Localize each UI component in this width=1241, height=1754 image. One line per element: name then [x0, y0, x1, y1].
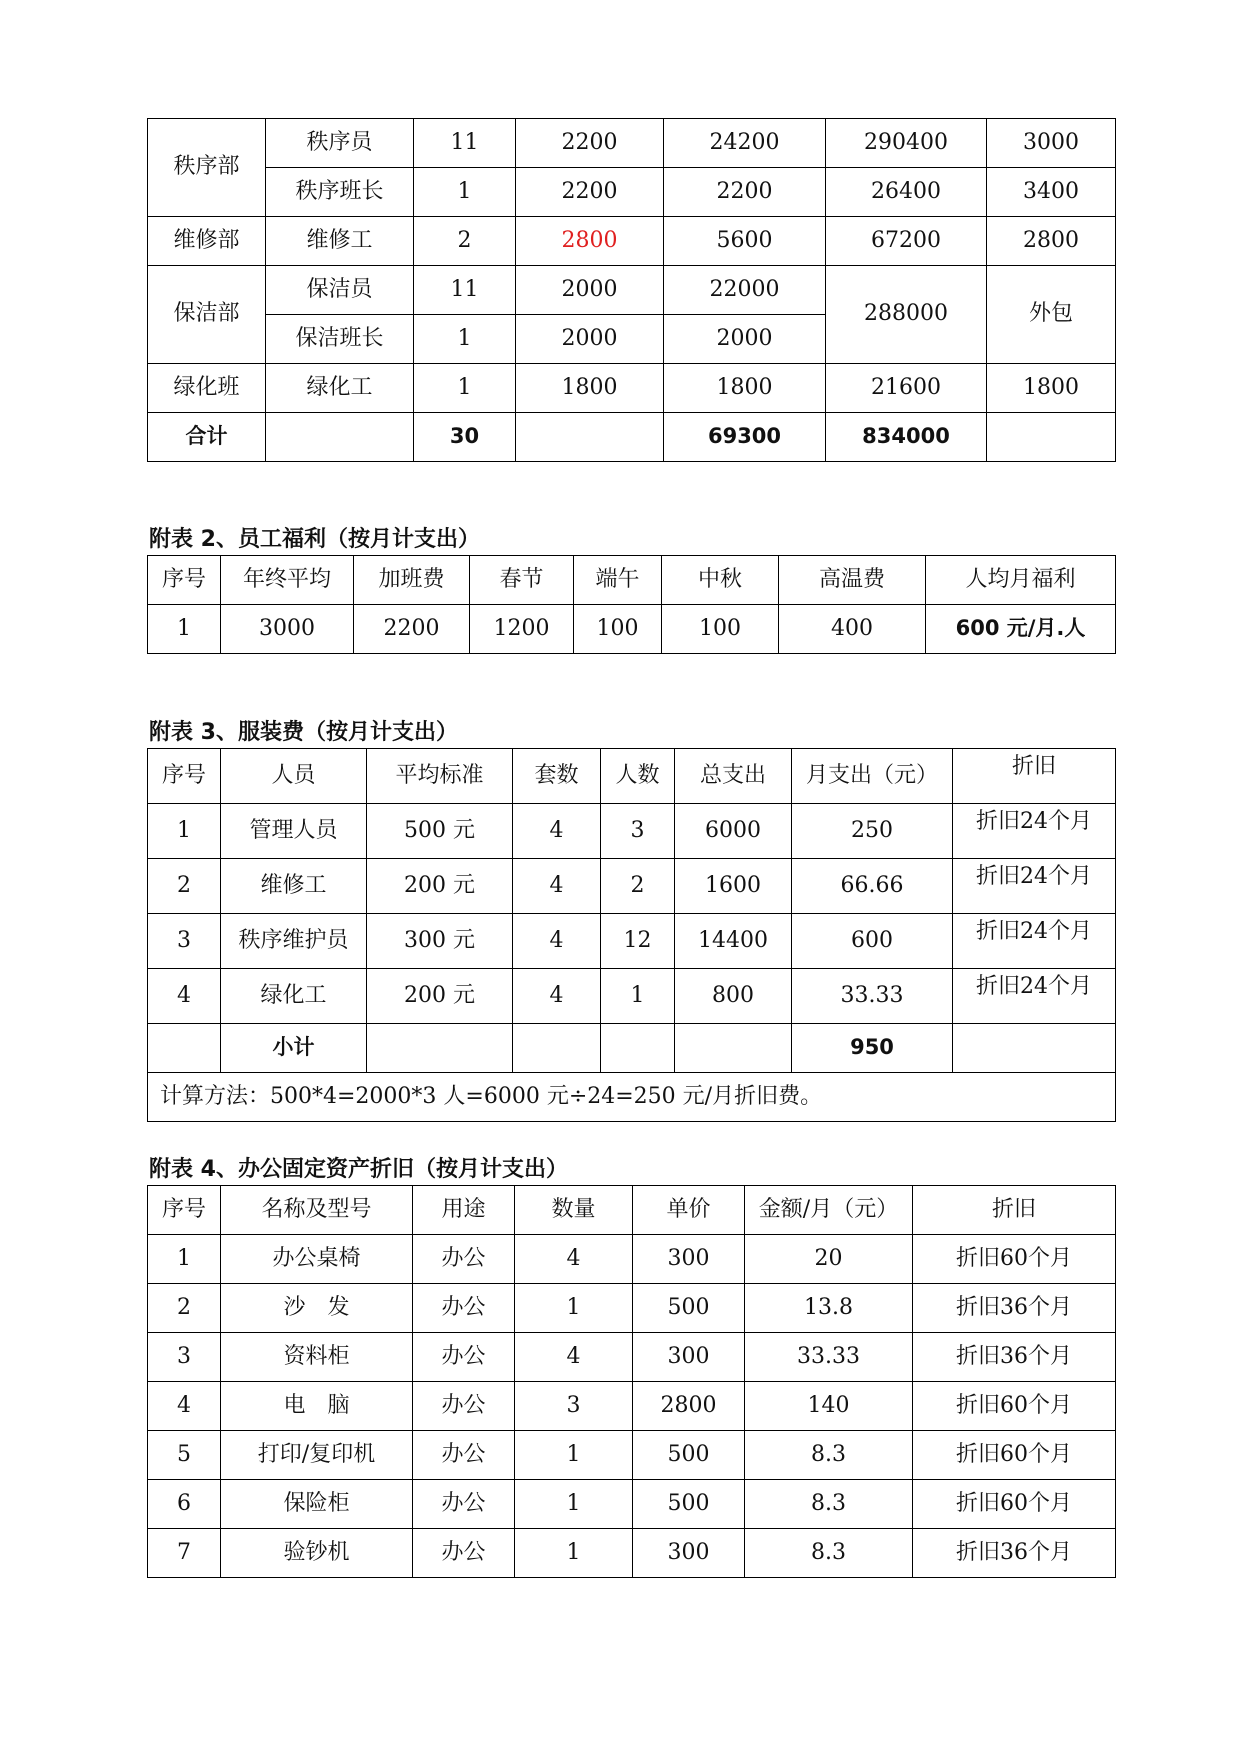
- table-cell: [148, 1024, 221, 1073]
- table-cell: 秩序班长: [266, 168, 414, 217]
- table-cell: 6: [148, 1480, 221, 1529]
- table-cell: 沙 发: [221, 1284, 413, 1333]
- table-cell: 300: [633, 1235, 745, 1284]
- total-row: [148, 413, 1116, 462]
- table-cell: 4: [515, 1235, 633, 1284]
- table-row: [148, 914, 1116, 969]
- table-cell: 14400: [675, 914, 792, 969]
- table-row: [148, 1431, 1116, 1480]
- table-cell: 1600: [675, 859, 792, 914]
- table-cell: 1: [414, 364, 516, 413]
- table-cell: 3000: [987, 119, 1116, 168]
- table-cell: 办公: [413, 1382, 515, 1431]
- table-cell: 秩序维护员: [221, 914, 367, 969]
- table-cell: 4: [513, 859, 601, 914]
- column-header: 序号: [148, 556, 221, 605]
- table-cell: [516, 413, 664, 462]
- calculation-note: 计算方法：500*4=2000*3 人=6000 元÷24=250 元/月折旧费。: [148, 1073, 1116, 1122]
- column-header: 金额/月（元）: [745, 1186, 913, 1235]
- table-cell: 1800: [664, 364, 826, 413]
- highlighted-cell: 2800: [516, 217, 664, 266]
- table-cell: 2: [148, 859, 221, 914]
- table-cell: 11: [414, 266, 516, 315]
- table-cell: 6000: [675, 804, 792, 859]
- table-row: [148, 266, 1116, 315]
- table-cell: 5: [148, 1431, 221, 1480]
- staff-salary-table: [147, 118, 1116, 462]
- table-cell: 维修部: [148, 217, 266, 266]
- table-cell: 绿化班: [148, 364, 266, 413]
- table-cell: 20: [745, 1235, 913, 1284]
- column-header: 中秋: [662, 556, 779, 605]
- table-cell: 33.33: [745, 1333, 913, 1382]
- total-label: 合计: [148, 413, 266, 462]
- column-header: 月支出（元）: [792, 749, 953, 804]
- column-header: 端午: [574, 556, 662, 605]
- table-cell: 办公: [413, 1529, 515, 1578]
- table-cell: 300: [633, 1529, 745, 1578]
- table-row: [148, 804, 1116, 859]
- table-cell: 1200: [470, 605, 574, 654]
- table-cell: 绿化工: [266, 364, 414, 413]
- table-cell: 2: [148, 1284, 221, 1333]
- table-cell: 600: [792, 914, 953, 969]
- column-header: 数量: [515, 1186, 633, 1235]
- table-cell: 办公: [413, 1431, 515, 1480]
- total-year: 834000: [826, 413, 987, 462]
- table-cell: 5600: [664, 217, 826, 266]
- table-cell: 绿化工: [221, 969, 367, 1024]
- table-cell: 保洁班长: [266, 315, 414, 364]
- table-cell: 500: [633, 1284, 745, 1333]
- column-header: 人均月福利: [926, 556, 1116, 605]
- table-cell: 1: [515, 1480, 633, 1529]
- welfare-per-person: 600 元/月.人: [926, 605, 1116, 654]
- table-cell: 11: [414, 119, 516, 168]
- table-cell: 1: [148, 1235, 221, 1284]
- table-cell: 1: [515, 1529, 633, 1578]
- table-cell: 秩序员: [266, 119, 414, 168]
- table-cell: 维修工: [221, 859, 367, 914]
- table-row: [148, 1284, 1116, 1333]
- subtotal-row: [148, 1024, 1116, 1073]
- table-cell: 1: [601, 969, 675, 1024]
- table-cell: 折旧24个月: [953, 804, 1116, 859]
- table-cell: 管理人员: [221, 804, 367, 859]
- table-cell: 1: [515, 1284, 633, 1333]
- table-cell: 折旧60个月: [913, 1382, 1116, 1431]
- table-cell: 折旧36个月: [913, 1284, 1116, 1333]
- table-cell: 4: [148, 1382, 221, 1431]
- table-cell: 2: [414, 217, 516, 266]
- table-cell: 2000: [664, 315, 826, 364]
- table-cell: 290400: [826, 119, 987, 168]
- table-cell: 办公: [413, 1235, 515, 1284]
- table-cell: 验钞机: [221, 1529, 413, 1578]
- table-cell: 电 脑: [221, 1382, 413, 1431]
- table-cell: 21600: [826, 364, 987, 413]
- table-cell: 500 元: [367, 804, 513, 859]
- column-header: 折旧: [953, 749, 1116, 804]
- table-cell: 200 元: [367, 859, 513, 914]
- table-cell: 1: [414, 315, 516, 364]
- table-cell: 3: [601, 804, 675, 859]
- table-cell: 3000: [221, 605, 354, 654]
- table-cell: 8.3: [745, 1480, 913, 1529]
- table-cell: 保洁部: [148, 266, 266, 364]
- table-cell: 2800: [987, 217, 1116, 266]
- table-cell: 1: [148, 605, 221, 654]
- table-cell: 7: [148, 1529, 221, 1578]
- asset-depreciation-table: [147, 1185, 1116, 1578]
- table-cell: 13.8: [745, 1284, 913, 1333]
- table-cell: 4: [513, 804, 601, 859]
- column-header: 单价: [633, 1186, 745, 1235]
- table-cell: [987, 413, 1116, 462]
- table-cell: 折旧24个月: [953, 914, 1116, 969]
- table-cell: [367, 1024, 513, 1073]
- table-cell: 办公: [413, 1284, 515, 1333]
- table-cell: 资料柜: [221, 1333, 413, 1382]
- table-cell: 140: [745, 1382, 913, 1431]
- table-cell: 1800: [516, 364, 664, 413]
- subtotal-label: 小计: [221, 1024, 367, 1073]
- column-header: 年终平均: [221, 556, 354, 605]
- uniform-cost-table: [147, 748, 1116, 1122]
- table-4-caption: 附表 4、办公固定资产折旧（按月计支出）: [149, 1157, 568, 1182]
- header-row: [148, 749, 1116, 804]
- table-cell: 2200: [516, 168, 664, 217]
- table-row: [148, 1382, 1116, 1431]
- column-header: 平均标准: [367, 749, 513, 804]
- column-header: 人数: [601, 749, 675, 804]
- table-2-caption: 附表 2、员工福利（按月计支出）: [149, 527, 480, 552]
- table-3-caption: 附表 3、服装费（按月计支出）: [149, 720, 458, 745]
- table-cell: 800: [675, 969, 792, 1024]
- table-cell: 4: [148, 969, 221, 1024]
- column-header: 用途: [413, 1186, 515, 1235]
- table-cell: 折旧60个月: [913, 1480, 1116, 1529]
- table-cell: 保险柜: [221, 1480, 413, 1529]
- table-cell: 办公: [413, 1333, 515, 1382]
- table-cell: 100: [574, 605, 662, 654]
- table-cell: 500: [633, 1431, 745, 1480]
- table-row: [148, 119, 1116, 168]
- table-cell: 2200: [516, 119, 664, 168]
- column-header: 序号: [148, 749, 221, 804]
- table-cell: 300 元: [367, 914, 513, 969]
- table-cell: 折旧60个月: [913, 1235, 1116, 1284]
- table-cell: 外包: [987, 266, 1116, 364]
- table-cell: 24200: [664, 119, 826, 168]
- table-row: [148, 1333, 1116, 1382]
- total-count: 30: [414, 413, 516, 462]
- table-cell: 250: [792, 804, 953, 859]
- table-row: [148, 969, 1116, 1024]
- column-header: 序号: [148, 1186, 221, 1235]
- table-cell: 400: [779, 605, 926, 654]
- table-row: [148, 1480, 1116, 1529]
- table-cell: [266, 413, 414, 462]
- table-cell: 33.33: [792, 969, 953, 1024]
- table-cell: 维修工: [266, 217, 414, 266]
- table-cell: 22000: [664, 266, 826, 315]
- table-cell: 折旧24个月: [953, 969, 1116, 1024]
- table-cell: 折旧24个月: [953, 859, 1116, 914]
- table-cell: 8.3: [745, 1431, 913, 1480]
- table-row: [148, 364, 1116, 413]
- table-cell: 300: [633, 1333, 745, 1382]
- table-cell: 288000: [826, 266, 987, 364]
- note-row: [148, 1073, 1116, 1122]
- column-header: 高温费: [779, 556, 926, 605]
- column-header: 套数: [513, 749, 601, 804]
- table-cell: [953, 1024, 1116, 1073]
- table-cell: 折旧36个月: [913, 1529, 1116, 1578]
- table-cell: 200 元: [367, 969, 513, 1024]
- table-cell: 秩序部: [148, 119, 266, 217]
- table-row: [148, 605, 1116, 654]
- table-cell: 26400: [826, 168, 987, 217]
- subtotal-value: 950: [792, 1024, 953, 1073]
- table-cell: 100: [662, 605, 779, 654]
- table-cell: 2: [601, 859, 675, 914]
- header-row: [148, 556, 1116, 605]
- total-month: 69300: [664, 413, 826, 462]
- table-cell: 3: [515, 1382, 633, 1431]
- table-cell: 2200: [664, 168, 826, 217]
- table-row: [148, 1235, 1116, 1284]
- column-header: 春节: [470, 556, 574, 605]
- table-cell: 67200: [826, 217, 987, 266]
- table-cell: 12: [601, 914, 675, 969]
- table-cell: 2000: [516, 266, 664, 315]
- table-cell: 折旧36个月: [913, 1333, 1116, 1382]
- table-cell: 办公: [413, 1480, 515, 1529]
- table-row: [148, 168, 1116, 217]
- table-cell: 3: [148, 914, 221, 969]
- header-row: [148, 1186, 1116, 1235]
- table-cell: 1800: [987, 364, 1116, 413]
- table-cell: 1: [148, 804, 221, 859]
- column-header: 折旧: [913, 1186, 1116, 1235]
- table-cell: 折旧60个月: [913, 1431, 1116, 1480]
- table-cell: 1: [515, 1431, 633, 1480]
- table-cell: [513, 1024, 601, 1073]
- table-cell: 66.66: [792, 859, 953, 914]
- table-row: [148, 859, 1116, 914]
- table-cell: 打印/复印机: [221, 1431, 413, 1480]
- column-header: 人员: [221, 749, 367, 804]
- table-cell: 保洁员: [266, 266, 414, 315]
- welfare-table: [147, 555, 1116, 654]
- table-row: [148, 1529, 1116, 1578]
- table-cell: 1: [414, 168, 516, 217]
- table-cell: 3: [148, 1333, 221, 1382]
- table-cell: [675, 1024, 792, 1073]
- table-cell: 4: [513, 969, 601, 1024]
- table-cell: [601, 1024, 675, 1073]
- column-header: 加班费: [354, 556, 470, 605]
- table-cell: 2200: [354, 605, 470, 654]
- table-cell: 4: [513, 914, 601, 969]
- table-row: [148, 217, 1116, 266]
- table-cell: 8.3: [745, 1529, 913, 1578]
- table-cell: 3400: [987, 168, 1116, 217]
- column-header: 总支出: [675, 749, 792, 804]
- table-cell: 2800: [633, 1382, 745, 1431]
- table-cell: 500: [633, 1480, 745, 1529]
- column-header: 名称及型号: [221, 1186, 413, 1235]
- table-cell: 2000: [516, 315, 664, 364]
- table-cell: 4: [515, 1333, 633, 1382]
- table-cell: 办公桌椅: [221, 1235, 413, 1284]
